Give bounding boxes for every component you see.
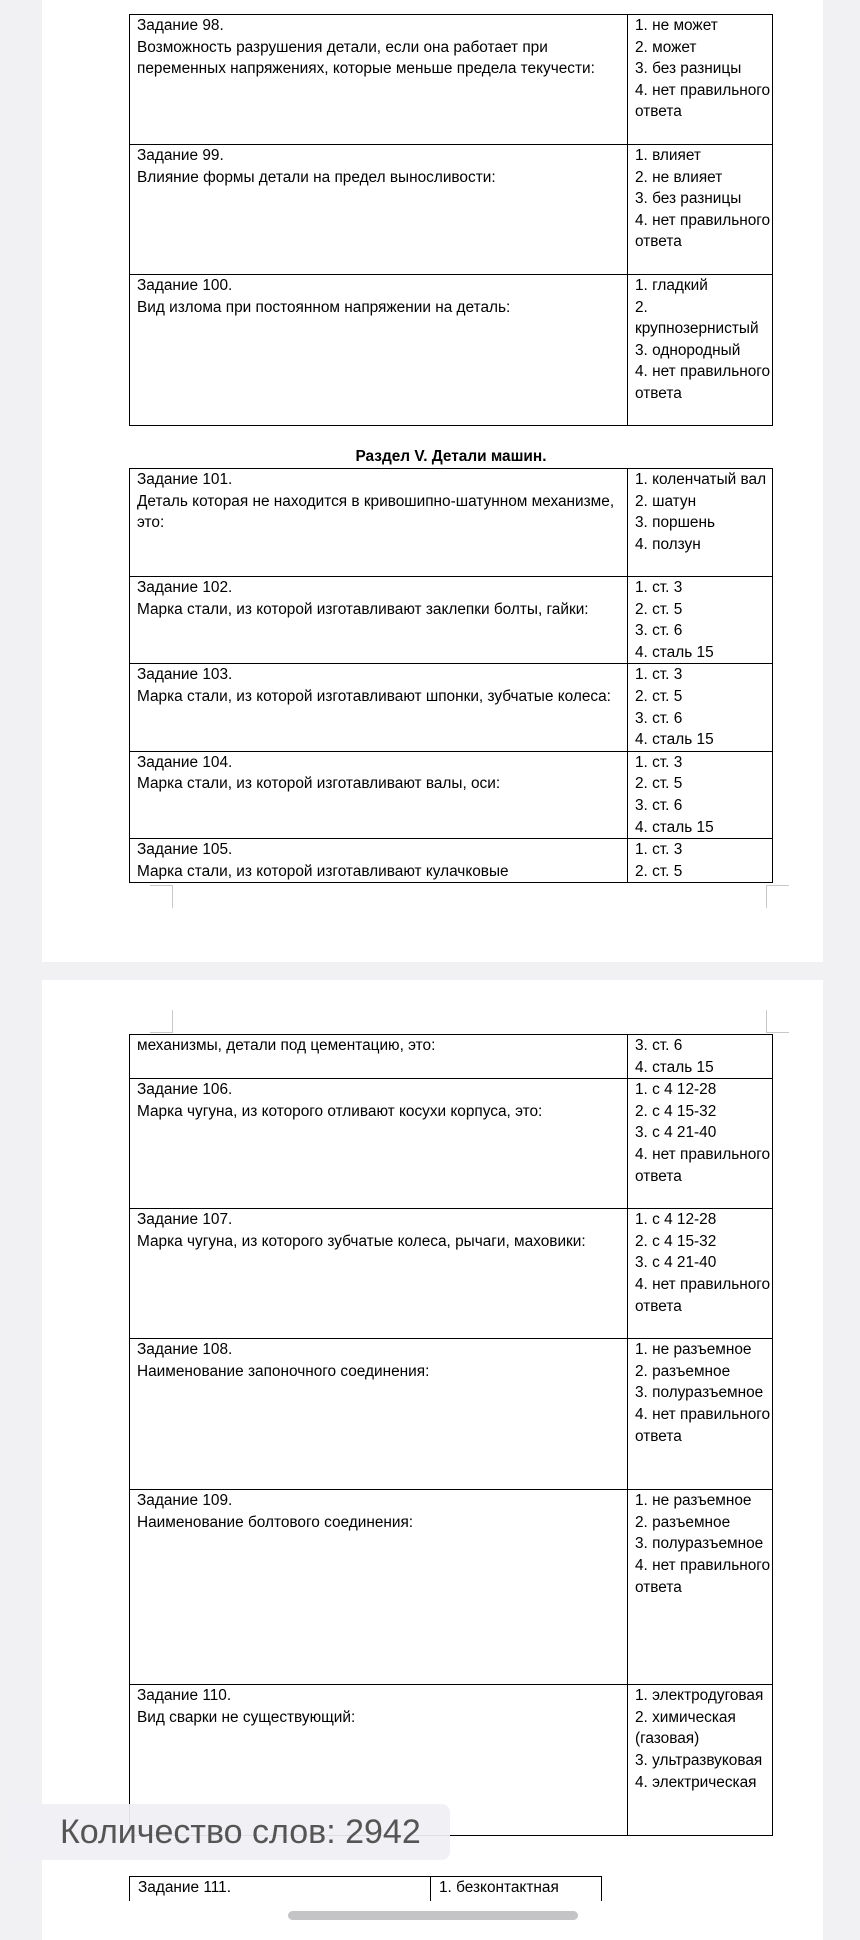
answer-option: 4. ползун	[635, 535, 701, 553]
task-question-cell	[130, 839, 628, 883]
answer-option: 2. ст. 5	[635, 862, 683, 880]
answer-options-cell	[628, 469, 773, 577]
answer-option: 4. сталь 15	[635, 731, 714, 749]
task-title: Задание 102.	[137, 579, 233, 596]
task-title: Задание 108.	[137, 1341, 233, 1359]
answer-option: 1. коленчатый вал	[635, 471, 767, 488]
answer-option: 3. полуразъемное	[635, 1384, 764, 1402]
task-question-cell	[130, 275, 628, 426]
task-row	[130, 15, 773, 145]
answer-option: 3. поршень	[635, 514, 715, 532]
task-title: Задание 105.	[137, 841, 233, 859]
answer-option: 1. не может	[635, 17, 718, 34]
task-text: Наименование запоночного соединения:	[137, 1362, 430, 1380]
task-row	[130, 1490, 773, 1685]
answer-option: 4. электрическая	[635, 1773, 757, 1791]
task-title: Задание 101.	[137, 471, 233, 488]
task-table-1	[129, 14, 773, 426]
answer-options-cell	[628, 1490, 773, 1685]
task-text: Наименование болтового соединения:	[137, 1513, 414, 1531]
task-title: Задание 111.	[138, 1879, 231, 1896]
answer-options-cell	[628, 751, 773, 838]
task-row	[130, 751, 773, 838]
answer-option: 2. с 4 15-32	[635, 1232, 717, 1250]
task-row	[130, 1035, 773, 1079]
task-question-cell	[130, 1339, 628, 1490]
answer-option: 3. ультразвуковая	[635, 1751, 763, 1769]
partial-table-row	[129, 1876, 602, 1901]
answer-options-cell	[628, 145, 773, 275]
task-text: механизмы, детали под цементацию, это:	[137, 1037, 436, 1054]
task-question-cell	[130, 469, 628, 577]
task-question-cell	[130, 751, 628, 838]
answer-option: 1. влияет	[635, 147, 701, 164]
task-title: Задание 109.	[137, 1492, 233, 1510]
answer-option: 2. ст. 5	[635, 600, 683, 618]
task-title: Задание 99.	[137, 147, 224, 164]
answer-option: 3. ст. 6	[635, 709, 683, 727]
section-title: Раздел V. Детали машин.	[355, 448, 547, 465]
answer-options-cell	[628, 1035, 773, 1079]
answer-option: 1. безконтактная	[430, 1877, 601, 1901]
answer-option: 4. нет правильного ответа	[635, 81, 771, 121]
answer-option: 4. нет правильного ответа	[635, 363, 771, 402]
answer-option: 4. нет правильного ответа	[635, 1556, 771, 1596]
page-corner-marker	[150, 885, 173, 908]
answer-option: 1. с 4 12-28	[635, 1081, 717, 1099]
task-title: Задание 110.	[137, 1687, 232, 1705]
answer-option: 2. шатун	[635, 492, 697, 510]
answer-option: 2. ст. 5	[635, 687, 683, 705]
answer-options-cell	[628, 15, 773, 145]
answer-option: 2. разъемное	[635, 1362, 731, 1380]
answer-option: 2. крупнозернистый	[635, 298, 759, 338]
word-count-badge[interactable]: Количество слов: 2942	[8, 1804, 450, 1860]
task-question-cell	[130, 577, 628, 664]
task-text: Марка стали, из которой изготавливают валы, оси:	[137, 775, 501, 793]
task-question-cell	[130, 15, 628, 145]
task-row	[130, 664, 773, 751]
answer-option: 3. ст. 6	[635, 796, 683, 814]
task-question-cell	[130, 1079, 628, 1209]
document-page-2	[42, 980, 823, 1940]
answer-option: 1. с 4 12-28	[635, 1211, 717, 1229]
task-question-cell	[130, 1209, 628, 1339]
answer-option: 2. химическая (газовая)	[635, 1708, 736, 1748]
answer-option: 1. ст. 3	[635, 753, 683, 771]
task-question-cell	[130, 664, 628, 751]
answer-option: 4. нет правильного ответа	[635, 1405, 771, 1445]
task-text: Вид сварки не существующий:	[137, 1708, 356, 1726]
task-text: Марка чугуна, из которого зубчатые колеса, рычаги, маховики:	[137, 1232, 586, 1250]
document-page-1	[42, 0, 823, 962]
answer-option: 3. однородный	[635, 341, 741, 359]
answer-options-cell	[628, 1685, 773, 1836]
task-row	[130, 1209, 773, 1339]
task-question-cell	[130, 1490, 628, 1685]
task-title: Задание 103.	[137, 666, 233, 684]
task-text: Марка чугуна, из которого отливают косухи корпуса, это:	[137, 1102, 543, 1120]
answer-options-cell	[628, 1339, 773, 1490]
answer-option: 4. нет правильного ответа	[635, 1145, 771, 1185]
answer-option: 2. не влияет	[635, 168, 723, 186]
page-corner-marker	[766, 1010, 789, 1033]
answer-option: 3. с 4 21-40	[635, 1124, 717, 1142]
answer-option: 2. может	[635, 38, 697, 56]
answer-option: 1. не разъемное	[635, 1341, 752, 1359]
page-corner-marker	[766, 885, 789, 908]
horizontal-scrollbar[interactable]	[288, 1911, 578, 1920]
answer-option: 2. ст. 5	[635, 775, 683, 793]
task-text: Марка стали, из которой изготавливают шпонки, зубчатые колеса:	[137, 687, 611, 705]
page-corner-marker	[150, 1010, 173, 1033]
task-text: Деталь которая не находится в кривошипно-шатунном механизме, это:	[137, 492, 615, 532]
answer-option: 4. сталь 15	[635, 818, 714, 836]
task-row	[130, 469, 773, 577]
answer-option: 3. с 4 21-40	[635, 1254, 717, 1272]
task-title: Задание 107.	[137, 1211, 233, 1229]
task-table-3	[129, 1034, 773, 1836]
answer-option: 1. электродуговая	[635, 1687, 764, 1705]
task-text: Марка стали, из которой изготавливают заклепки болты, гайки:	[137, 600, 589, 618]
task-text: Марка стали, из которой изготавливают кулачковые	[137, 862, 509, 880]
task-text: Возможность разрушения детали, если она работает при переменных напряжениях, которые меньше предела текучести:	[137, 38, 595, 78]
task-text: Вид излома при постоянном напряжении на деталь:	[137, 298, 511, 316]
task-text: Влияние формы детали на предел выносливости:	[137, 168, 496, 186]
answer-options-cell	[628, 577, 773, 664]
answer-option: 4. нет правильного ответа	[635, 1275, 771, 1315]
task-table-2	[129, 468, 773, 883]
task-title: Задание 106.	[137, 1081, 233, 1099]
task-row	[130, 275, 773, 426]
task-row	[130, 839, 773, 883]
answer-option: 3. без разницы	[635, 60, 742, 78]
task-question-cell	[130, 1035, 628, 1079]
answer-options-cell	[628, 275, 773, 426]
answer-option: 1. ст. 3	[635, 841, 683, 859]
answer-option: 1. гладкий	[635, 277, 708, 294]
task-row	[130, 577, 773, 664]
task-row	[130, 1079, 773, 1209]
answer-options-cell	[628, 664, 773, 751]
task-title: Задание 104.	[137, 753, 233, 771]
task-title: Задание 98.	[137, 17, 224, 34]
answer-option: 3. без разницы	[635, 190, 742, 208]
answer-option: 4. сталь 15	[635, 1058, 714, 1076]
answer-options-cell	[628, 1079, 773, 1209]
task-question-cell	[130, 145, 628, 275]
answer-options-cell	[628, 1209, 773, 1339]
task-title: Задание 100.	[137, 277, 233, 294]
answer-option: 3. ст. 6	[635, 1037, 683, 1054]
task-row	[130, 1339, 773, 1490]
answer-option: 1. не разъемное	[635, 1492, 752, 1510]
answer-option: 4. нет правильного ответа	[635, 211, 771, 251]
answer-option: 3. ст. 6	[635, 622, 683, 640]
answer-option: 1. ст. 3	[635, 666, 683, 684]
answer-option: 3. полуразъемное	[635, 1535, 764, 1553]
task-row	[130, 145, 773, 275]
answer-option: 2. с 4 15-32	[635, 1102, 717, 1120]
answer-option: 2. разъемное	[635, 1513, 731, 1531]
answer-options-cell	[628, 839, 773, 883]
answer-option: 4. сталь 15	[635, 643, 714, 661]
answer-option: 1. ст. 3	[635, 579, 683, 596]
